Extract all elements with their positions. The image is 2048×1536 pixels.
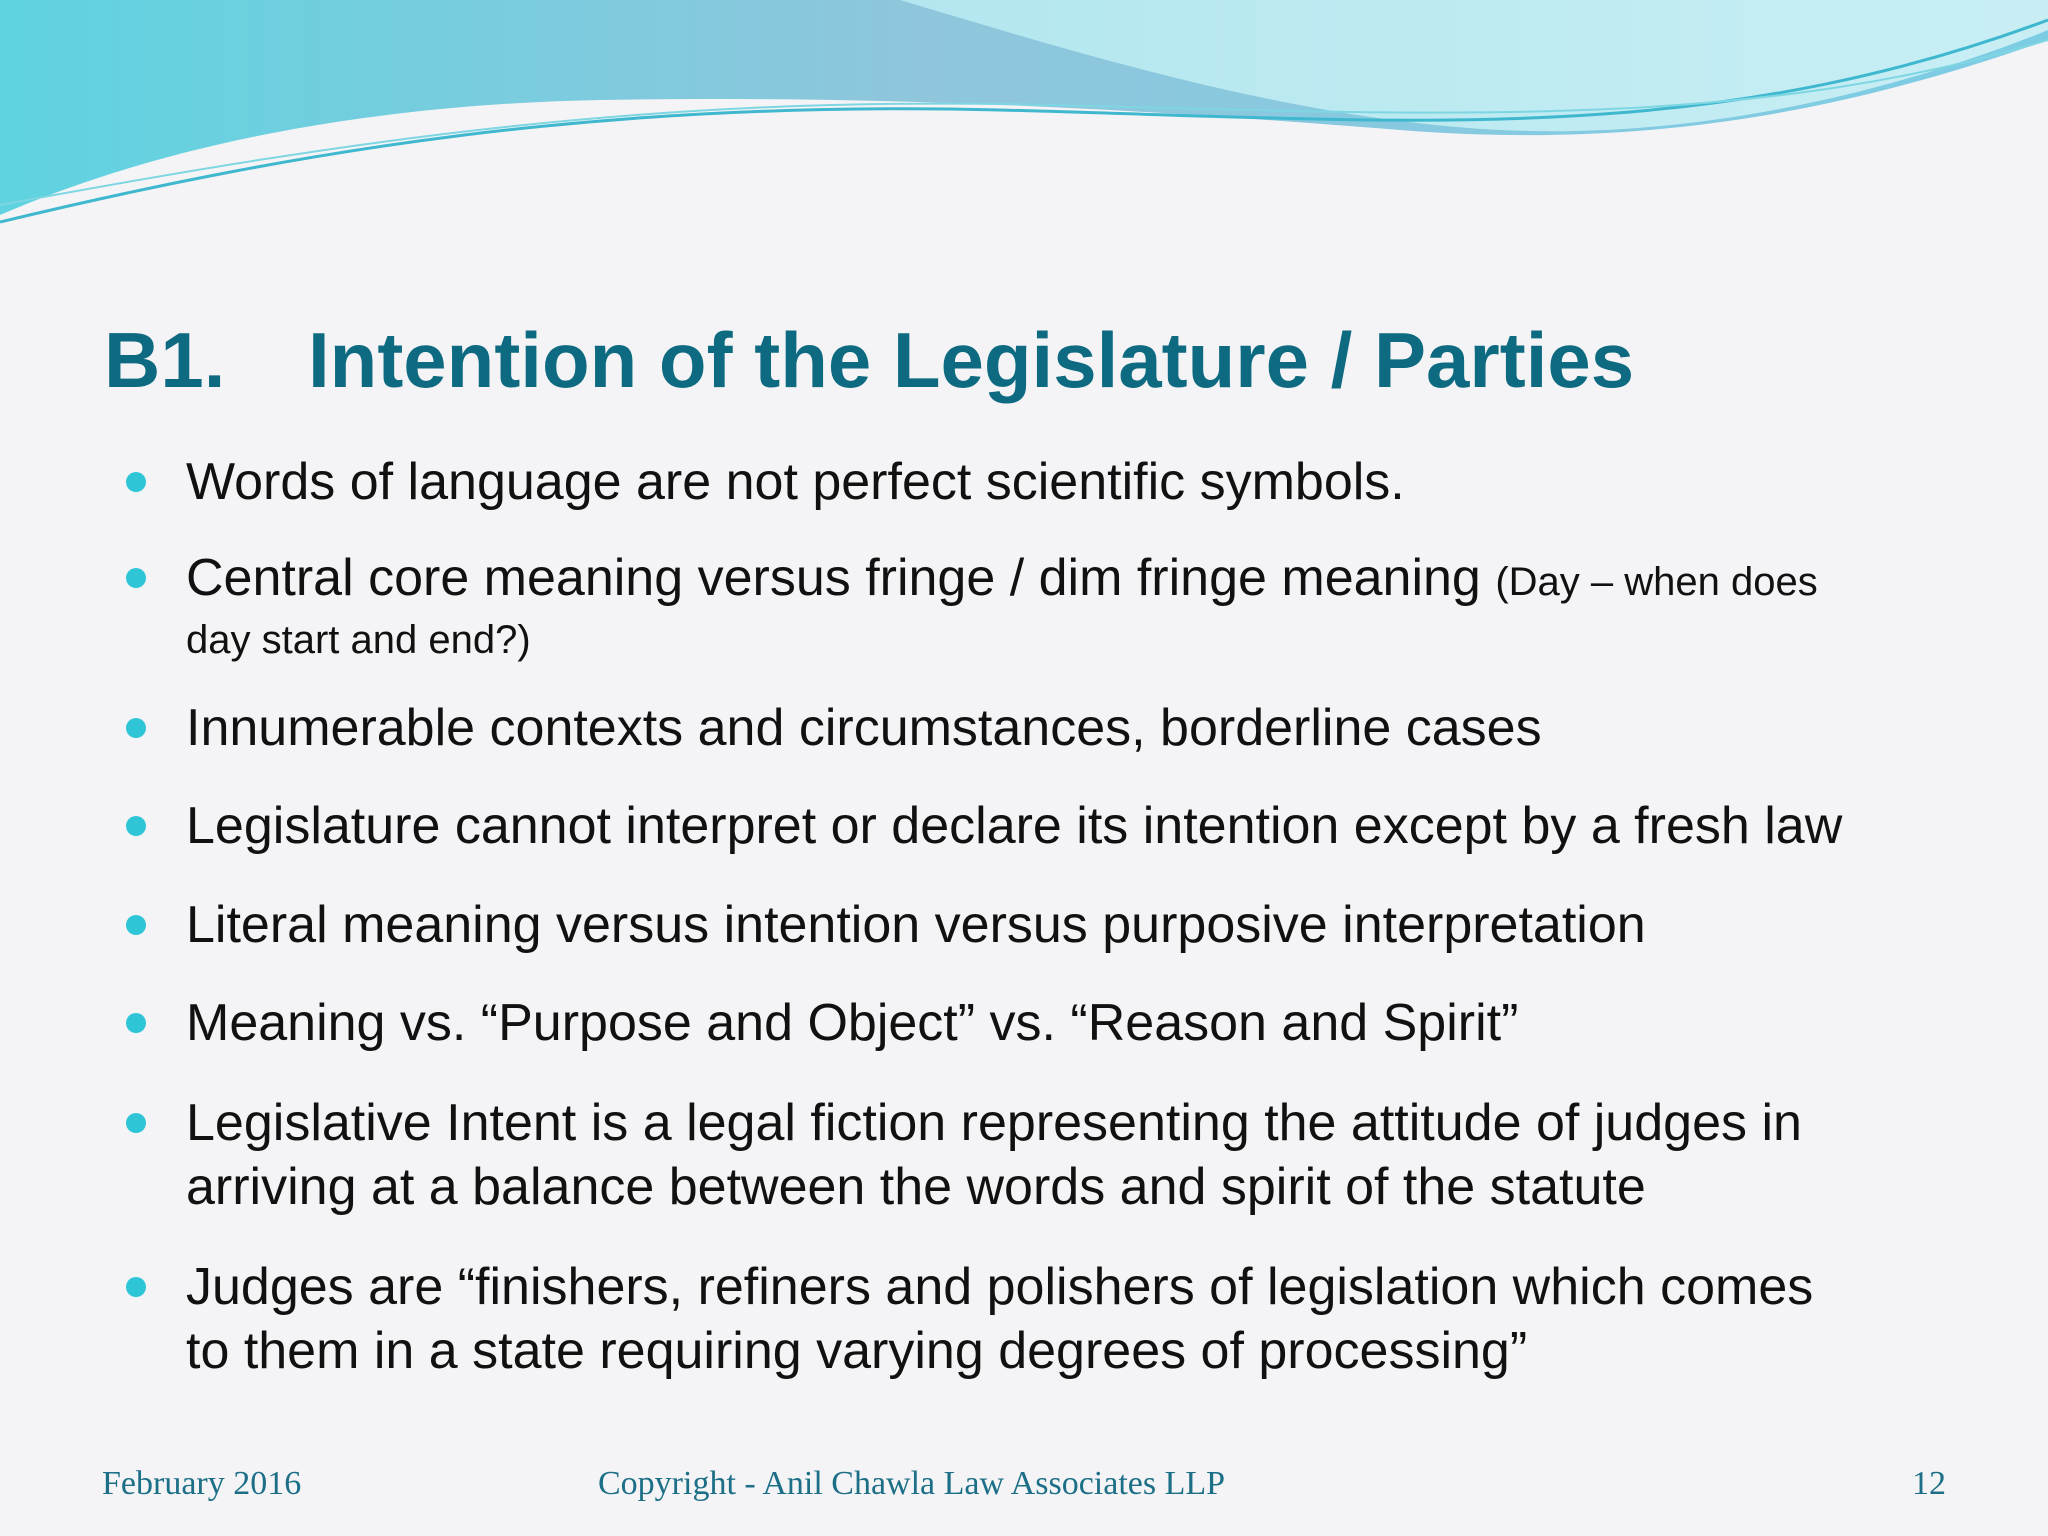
title-text: Intention of the Legislature / Parties [308, 316, 1635, 404]
footer-page-number: 12 [1912, 1465, 1946, 1502]
bullet-text [186, 546, 1954, 666]
bullet-dot-icon [126, 1113, 146, 1133]
footer-copyright: Copyright - Anil Chawla Law Associates LLP [598, 1465, 1226, 1502]
bullet-dot-icon [126, 1013, 146, 1033]
bullet-text-line1: Legislative Intent is a legal fiction representing the attitude of judges in [186, 1094, 1802, 1152]
bullet-text-line2: to them in a state requiring varying degrees of processing” [186, 1322, 1528, 1380]
bullet-text: Innumerable contexts and circumstances, borderline cases [186, 699, 1542, 757]
bullet-dot-icon [126, 568, 146, 588]
bullet-text: Legislature cannot interpret or declare its intention except by a fresh law [186, 797, 1843, 855]
bullet-text: Words of language are not perfect scientific symbols. [186, 453, 1405, 511]
bullet-dot-icon [126, 816, 146, 836]
bullet-dot-icon [126, 718, 146, 738]
bullet-text: Meaning vs. “Purpose and Object” vs. “Reason and Spirit” [186, 994, 1519, 1052]
header-wave-decoration [0, 0, 2048, 240]
bullet-dot-icon [126, 915, 146, 935]
bullet-text: Literal meaning versus intention versus purposive interpretation [186, 896, 1646, 954]
bullet-dot-icon [126, 472, 146, 492]
bullet-main-text: Central core meaning versus fringe / dim fringe meaning [186, 549, 1481, 607]
bullet-text [186, 1091, 1954, 1219]
bullet-aside-text-line2: day start and end?) [186, 618, 531, 662]
bullet-dot-icon [126, 1277, 146, 1297]
title-number: B1. [104, 316, 226, 404]
bullet-aside-text: (Day – when does [1495, 560, 1818, 604]
bullet-text-line2: arriving at a balance between the words and spirit of the statute [186, 1158, 1646, 1216]
bullet-text-line1: Judges are “finishers, refiners and polishers of legislation which comes [186, 1258, 1814, 1316]
footer-date: February 2016 [102, 1465, 302, 1502]
slide-title [104, 318, 1634, 404]
bullet-text [186, 1255, 1954, 1383]
